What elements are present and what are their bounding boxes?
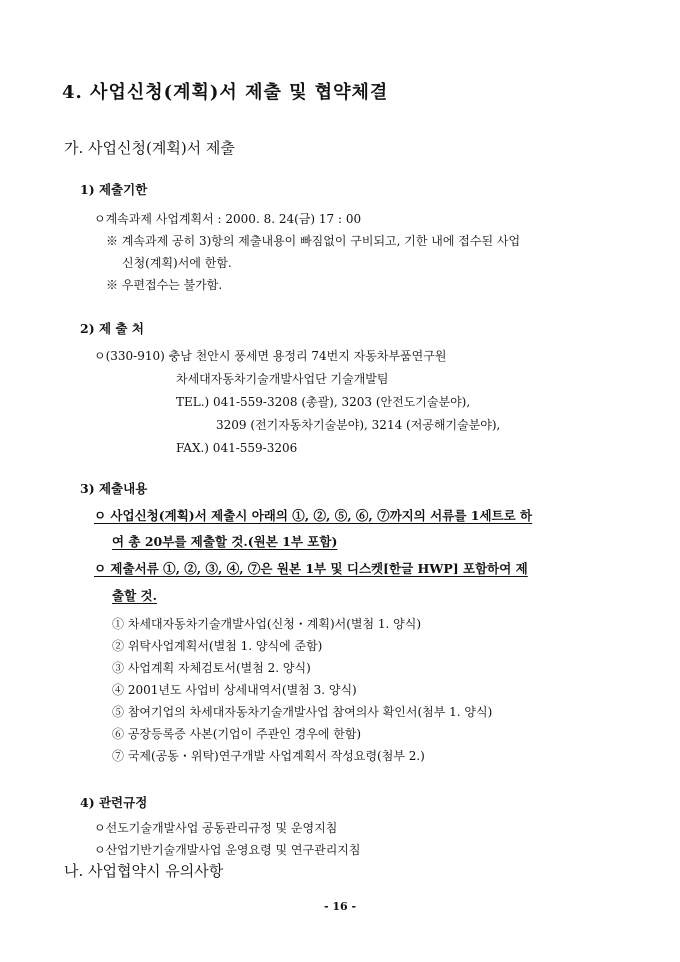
deadline-note-1a: ※ 계속과제 공히 3)항의 제출내용이 빠짐없이 구비되고, 기한 내에 접수된 사업 [106, 234, 521, 248]
tel-extensions-line: 3209 (전기자동차기술분야), 3214 (저공해기술분야), [216, 418, 501, 432]
submission-content-heading: 3) 제출내용 [80, 481, 148, 496]
document-item: ② 위탁사업계획서(별첨 1. 양식에 준함) [112, 639, 323, 653]
document-item: ⑦ 국제(공동・위탁)연구개발 사업계획서 작성요령(첨부 2.) [112, 749, 425, 763]
fax-line: FAX.) 041-559-3206 [176, 441, 298, 455]
document-item: ⑤ 참여기업의 차세대자동차기술개발사업 참여의사 확인서(첨부 1. 양식) [112, 705, 493, 719]
tel-line: TEL.) 041-559-3208 (총괄), 3203 (안전도기술분야), [176, 395, 471, 409]
content-bullet-2a: ㅇ 제출서류 ①, ②, ③, ④, ⑦은 원본 1부 및 디스켓[한글 HWP] 포함하여 제 [94, 561, 528, 576]
submission-place-heading: 2) 제 출 처 [80, 321, 144, 336]
regulation-line-1: ㅇ선도기술개발사업 공동관리규정 및 운영지침 [94, 821, 338, 835]
section-title: 4. 사업신청(계획)서 제출 및 협약체결 [62, 82, 389, 103]
subsection-a-title: 가. 사업신청(계획)서 제출 [64, 139, 235, 157]
content-bullet-1b: 여 총 20부를 제출할 것.(원본 1부 포함) [112, 534, 338, 549]
regulations-heading: 4) 관련규정 [80, 795, 148, 810]
deadline-note-2: ※ 우편접수는 불가함. [106, 278, 223, 292]
document-item: ④ 2001년도 사업비 상세내역서(별첨 3. 양식) [112, 683, 357, 697]
organization-line: 차세대자동차기술개발사업단 기술개발팀 [176, 372, 389, 386]
address-line: ㅇ(330-910) 충남 천안시 풍세면 용정리 74번지 자동차부품연구원 [94, 349, 447, 363]
document-item: ⑥ 공장등록증 사본(기업이 주관인 경우에 한함) [112, 727, 362, 741]
content-bullet-1a: ㅇ 사업신청(계획)서 제출시 아래의 ①, ②, ⑤, ⑥, ⑦까지의 서류를 1세트로 하 [94, 508, 533, 523]
deadline-heading: 1) 제출기한 [80, 182, 148, 197]
subsection-b-title: 나. 사업협약시 유의사항 [64, 862, 224, 880]
deadline-line: ㅇ계속과제 사업계획서 : 2000. 8. 24(금) 17 : 00 [94, 212, 362, 226]
regulation-line-2: ㅇ산업기반기술개발사업 운영요령 및 연구관리지침 [94, 843, 361, 857]
content-bullet-2b: 출할 것. [112, 588, 157, 603]
deadline-note-1b: 신청(계획)서에 한함. [122, 256, 232, 270]
page-number: - 16 - [323, 900, 357, 913]
document-item: ① 차세대자동차기술개발사업(신청・계획)서(별첨 1. 양식) [112, 617, 422, 631]
document-item: ③ 사업계획 자체검토서(별첨 2. 양식) [112, 661, 311, 675]
